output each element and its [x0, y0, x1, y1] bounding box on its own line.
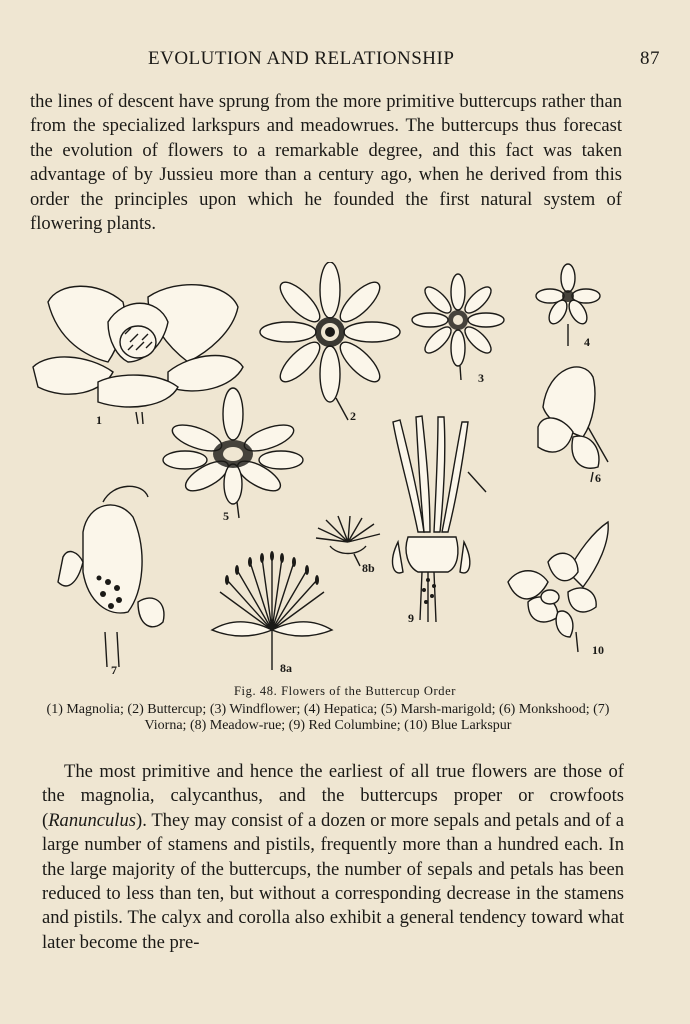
monkshood-drawing — [538, 367, 608, 485]
paragraph-2-part1: The most primitive and hence the earliest of all true flowers are those of the magnolia, calycanthus, and the buttercups proper or crowfoots ( — [42, 761, 624, 831]
blue-larkspur-drawing — [508, 522, 608, 657]
label-8a: 8a — [280, 661, 292, 675]
flower-illustration — [28, 262, 638, 680]
figure-caption-title: Fig. 48. Flowers of the Buttercup Order — [234, 684, 456, 698]
running-title: EVOLUTION AND RELATIONSHIP — [148, 48, 455, 69]
label-6: 6 — [595, 471, 601, 485]
paragraph-2 — [42, 760, 624, 955]
page-number: 87 — [640, 48, 660, 69]
label-3: 3 — [478, 371, 484, 385]
meadow-rue-detail-drawing — [316, 516, 380, 575]
label-1: 1 — [96, 413, 102, 427]
hepatica-drawing — [536, 264, 600, 349]
magnolia-drawing — [33, 285, 243, 427]
marsh-marigold-drawing — [163, 388, 303, 523]
buttercup-drawing — [260, 262, 400, 423]
paragraph-2-part2: ). They may consist of a dozen or more sepals and petals and of a large number of stamens and pistils, frequently more than a hundred each. In the large majority of the buttercups, the number of sepals and petals has been reduced to less than ten, but without a corresponding decrease in the stamens and pistils. The calyx and corolla also exhibit a general tendency toward what later become the pre- — [42, 809, 624, 953]
label-4: 4 — [584, 335, 590, 349]
meadow-rue-drawing — [212, 551, 332, 675]
label-8b: 8b — [362, 561, 375, 575]
windflower-drawing — [412, 274, 504, 385]
label-2: 2 — [350, 409, 356, 423]
viorna-drawing — [58, 486, 164, 677]
paragraph-1: the lines of descent have sprung from the more primitive buttercups rather than from the specialized larkspurs and meadowrues. The buttercups thus forecast the evolution of flowers to a remarkable degree, and this fact was taken advantage of by Jussieu more than a century ago, when he derived from this order the principles upon which he founded the first natural system of flowering plants. — [30, 91, 622, 235]
label-10: 10 — [592, 643, 604, 657]
label-9: 9 — [408, 611, 414, 625]
figure-caption-legend: (1) Magnolia; (2) Buttercup; (3) Windflower; (4) Hepatica; (5) Marsh-marigold; (6) Monkshood; (7) Viorna; (8) Meadow-rue; (9) Red Columbine; (10) Blue Larkspur — [46, 702, 610, 733]
label-7: 7 — [111, 663, 117, 677]
red-columbine-drawing — [393, 416, 486, 625]
paragraph-2-italic: Ranunculus — [48, 809, 136, 831]
label-5: 5 — [223, 509, 229, 523]
